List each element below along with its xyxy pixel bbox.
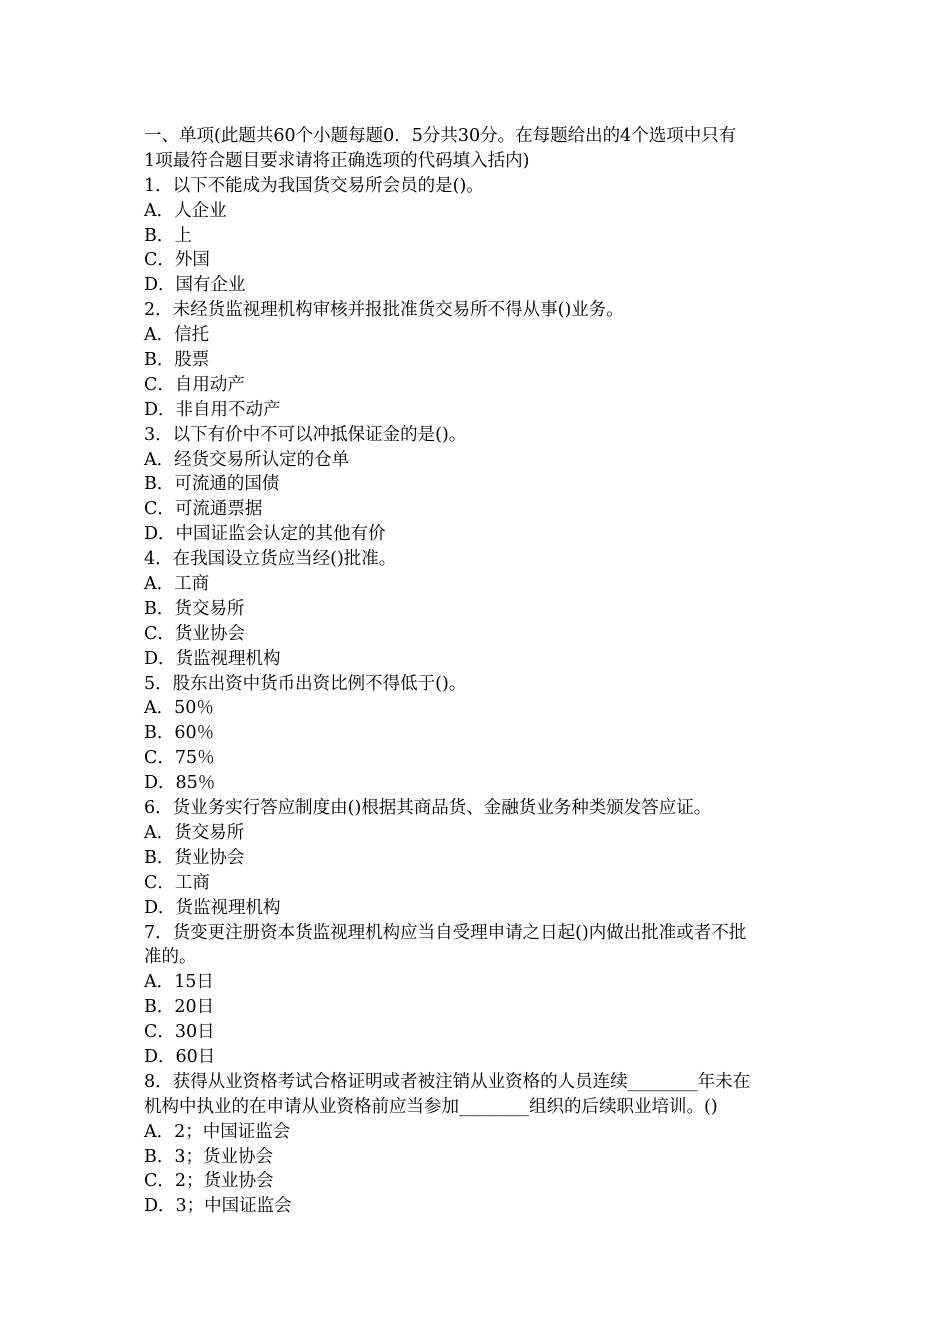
question-block — [144, 1070, 808, 1219]
answer-option: D．货监视理机构 — [144, 897, 281, 918]
answer-option: B．可流通的国债 — [144, 474, 280, 495]
answer-option: D．85％ — [144, 773, 216, 794]
answer-option: A．2；中国证监会 — [144, 1121, 291, 1142]
answer-option: A．货交易所 — [144, 822, 245, 843]
answer-option: B．20日 — [144, 997, 215, 1018]
answer-option: C．30日 — [144, 1022, 215, 1043]
answer-option: C．外国 — [144, 250, 210, 271]
answer-option: C．75％ — [144, 748, 215, 769]
question-stem: 准的。 — [144, 947, 197, 968]
answer-option: C．2；货业协会 — [144, 1171, 274, 1192]
document-page — [144, 124, 808, 1219]
question-block — [144, 174, 808, 298]
answer-option: D．国有企业 — [144, 275, 246, 296]
answer-option: B．股票 — [144, 350, 210, 371]
answer-option: B．货交易所 — [144, 598, 245, 619]
answer-option: D．3；中国证监会 — [144, 1196, 292, 1217]
question-block — [144, 796, 808, 920]
answer-option: B．3；货业协会 — [144, 1146, 273, 1167]
question-stem: 7．货变更注册资本货监视理机构应当自受理申请之日起()内做出批准或者不批 — [144, 922, 747, 943]
question-list — [144, 174, 808, 1219]
question-stem: 机构中执业的在申请从业资格前应当参加________组织的后续职业培训。() — [144, 1096, 718, 1117]
answer-option: A．经货交易所认定的仓单 — [144, 449, 350, 470]
question-block — [144, 547, 808, 671]
answer-option: A．信托 — [144, 325, 210, 346]
question-block — [144, 672, 808, 796]
answer-option: A．50％ — [144, 698, 214, 719]
question-stem: 1．以下不能成为我国货交易所会员的是()。 — [144, 175, 484, 196]
answer-option: D．60日 — [144, 1046, 216, 1067]
question-stem: 8．获得从业资格考试合格证明或者被注销从业资格的人员连续________年未在 — [144, 1071, 751, 1092]
question-stem: 4．在我国设立货应当经()批准。 — [144, 549, 397, 570]
answer-option: D．货监视理机构 — [144, 648, 281, 669]
answer-option: D．非自用不动产 — [144, 399, 281, 420]
answer-option: B．60％ — [144, 723, 215, 744]
question-stem: 6．货业务实行答应制度由()根据其商品货、金融货业务种类颁发答应证。 — [144, 798, 712, 819]
question-block — [144, 423, 808, 547]
answer-option: A．15日 — [144, 972, 214, 993]
question-stem: 2．未经货监视理机构审核并报批准货交易所不得从事()业务。 — [144, 300, 624, 321]
question-block — [144, 921, 808, 1070]
answer-option: C．自用动产 — [144, 374, 245, 395]
answer-option: C．货业协会 — [144, 623, 245, 644]
answer-option: C．可流通票据 — [144, 499, 263, 520]
answer-option: A．工商 — [144, 574, 210, 595]
section-heading-line-2: 1项最符合题目要求请将正确选项的代码填入括内) — [144, 150, 530, 171]
answer-option: B．货业协会 — [144, 847, 245, 868]
question-block — [144, 298, 808, 422]
answer-option: B．上 — [144, 225, 192, 246]
answer-option: D．中国证监会认定的其他有价 — [144, 524, 386, 545]
question-stem: 3．以下有价中不可以冲抵保证金的是()。 — [144, 424, 467, 445]
answer-option: A．人企业 — [144, 200, 227, 221]
answer-option: C．工商 — [144, 872, 210, 893]
section-heading-line-1: 一、单项(此题共60个小题每题0．5分共30分。在每题给出的4个选项中只有 — [144, 126, 737, 146]
question-stem: 5．股东出资中货币出资比例不得低于()。 — [144, 673, 467, 694]
